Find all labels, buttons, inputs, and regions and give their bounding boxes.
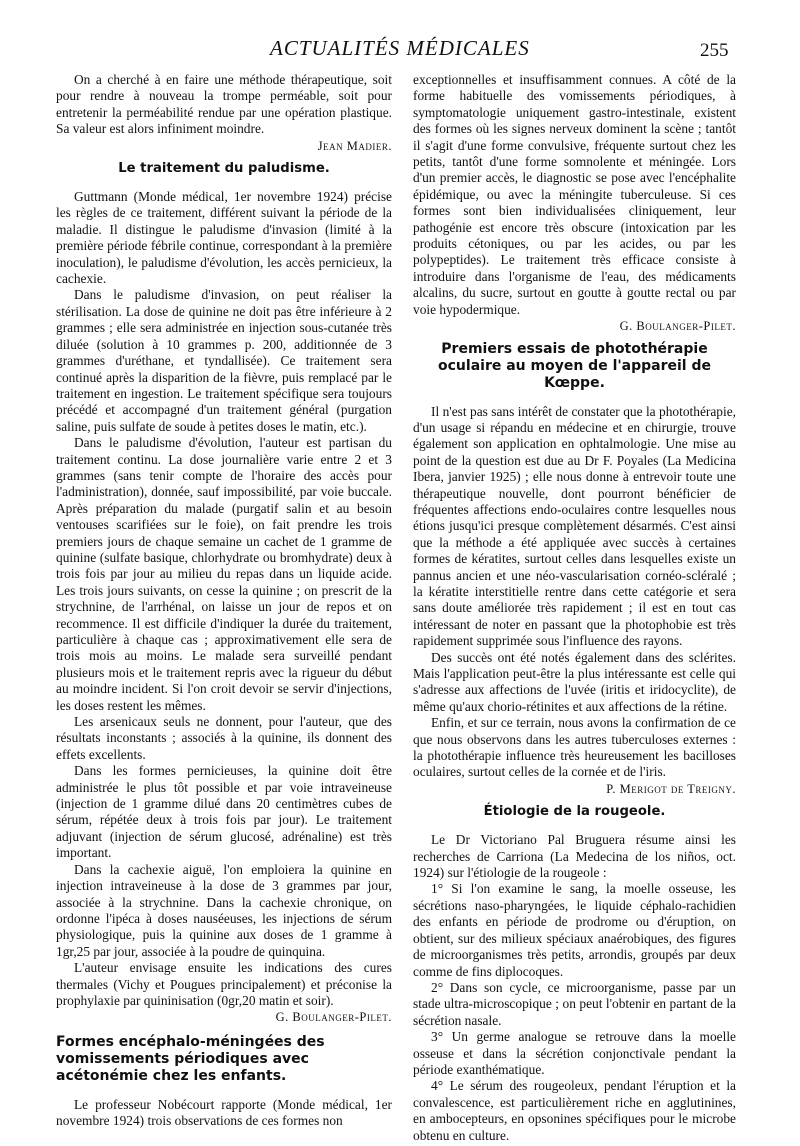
article-heading: Formes encéphalo-méningées des vomissements périodiques avec acétonémie chez les enfants. (56, 1033, 325, 1084)
list-item: 2° Dans son cycle, ce microorganisme, passe par un stade ultra-microscopique ; on peut l'obtenir en partant de la sécrétion nasale. (413, 979, 736, 1028)
paragraph: Dans la cachexie aiguë, l'on emploiera la quinine en injection intraveineuse à la dose de 3 grammes par jour, associée à la strychnine. Dans la cachexie chronique, on ordonne l'ipéca à doses nauséeuses, les injections de sérum physiologique, puis la quinine aux doses de 1 gramme à 1gr,25 par jour, associée à la poudre de quinquina. (56, 861, 392, 959)
paragraph: L'auteur envisage ensuite les indications des cures thermales (Vichy et Pougues principalement) et préconise la prophylaxie par quininisation (0gr,20 matin et soir). (56, 960, 392, 1008)
author-signature: P. Merigot de Treigny. (606, 781, 736, 796)
paragraph: Le professeur Nobécourt rapporte (Monde médical, 1er novembre 1924) trois observations de ces formes non (56, 1096, 392, 1129)
paragraph: Enfin, et sur ce terrain, nous avons la confirmation de ce que nous observons dans les autres tuberculoses externes : la photothérapie influence très heureusement les bacilloses oculaires, surtout celles de la cornée et de l'iris. (413, 715, 736, 780)
article-heading: Le traitement du paludisme. (118, 161, 330, 177)
paragraph: Il n'est pas sans intérêt de constater que la photothérapie, d'un usage si répandu en médecine et en chirurgie, trouve également son application en ophtalmologie. Une mise au point de la question est due au Dr F. Poyales (La Medicina Ibera, janvier 1925) ; elle nous donne à entrevoir toute une thérapeutique nouvelle, dont pourront bénéficier de fréquentes affections endo-oculaires contre lesquelles nous étions jusqu'ici presque complètement désarmés. C'est ainsi que la méthode a été appliquée avec succès à certaines formes de kératites, surtout celles dans lesquelles existe un pannus ancien et une néo-vascularisation cornéo-scléralé ; la kératite interstitielle rentre dans cette catégorie et sera sans doute améliorée très rapidement ; il est en tout cas intéressant de noter en passant que la photophobie est très rapidement supprimée sous l'influence des rayons. (413, 403, 736, 649)
paragraph: Le Dr Victoriano Pal Bruguera résume ainsi les recherches de Carriona (La Medecina de los niños, oct. 1924) sur l'étiologie de la rougeole : (413, 832, 736, 881)
article-heading: Étiologie de la rougeole. (483, 804, 666, 820)
paragraph: On a cherché à en faire une méthode thérapeutique, soit pour rendre à nouveau la trompe perméable, soit pour entretenir la perméabilité rendue par une opération plastique. Sa valeur est alors infiniment moindre. (56, 72, 392, 137)
list-item: 1° Si l'on examine le sang, la moelle osseuse, les sécrétions naso-pharyngées, le liquide céphalo-rachidien des enfants en période de prodrome ou d'éruption, on obtient, sur des milieux spéciaux anaérobiques, des figures de microorganismes très petits, arrondis, groupés par deux comme de fins diplocoques. (413, 881, 736, 979)
left-column (56, 72, 392, 1130)
paragraph: Dans le paludisme d'invasion, on peut réaliser la stérilisation. La dose de quinine ne doit pas être inférieure à 2 grammes ; elle sera administrée en injection sous-cutanée très diluée (solution à 10 grammes p. 200, additionnée de 3 grammes d'uréthane, et tyndallisée). Ce traitement sera continué après la disparition de la fièvre, puis remplacé par le traitement en ingestion. Le traitement spécifique sera toujours précédé et accompagné d'un traitement général (purgation saline, puis sulfate de soude à petites doses le matin, etc.). (56, 287, 392, 434)
author-signature: G. Boulanger-Pilet. (275, 1010, 392, 1025)
paragraph: Les arsenicaux seuls ne donnent, pour l'auteur, que des résultats inconstants ; associés à la quinine, ils donnent des effets excellents. (56, 714, 392, 762)
paragraph: exceptionnelles et insuffisamment connues. A côté de la forme habituelle des vomissements périodiques, à symptomatologie uniquement gastro-intestinale, existent des formes où les signes nerveux dominent la scène ; tantôt il s'agit d'une forme convulsive, fréquente surtout chez les petits, tantôt d'une forme somnolente et méningée. Lors d'un premier accès, le diagnostic se pose avec l'encéphalite épidémique, ou avec la méningite tuberculeuse. Si ces formes sont bien individualisées cliniquement, leur pathogénie est encore très obscure (intoxication par les produits cétoniques, ou par les acides, ou par les polypeptides). Le traitement très efficace consiste à introduire dans l'organisme de l'eau, des médicaments alcalins, du sucre, surtout en goutte à goutte rectal ou par voie hypodermique. (413, 72, 736, 317)
page-header (0, 36, 800, 66)
paragraph: Dans les formes pernicieuses, la quinine doit être administrée le plus tôt possible et par voie intraveineuse (injection de 1 gramme dilué dans 20 centimètres cubes de sérum, répétée deux à trois fois par jour). Le traitement adjuvant (injection de sérum glucosé, adrénaline) est très important. (56, 763, 392, 861)
paragraph: Guttmann (Monde médical, 1er novembre 1924) précise les règles de ce traitement, différent suivant la période de la maladie. Il distingue le paludisme d'invasion (limité à la première période fébrile continue, correspondant à la première inoculation), le paludisme d'évolution, les accès pernicieux, la cachexie. (56, 189, 392, 287)
list-item: 3° Un germe analogue se retrouve dans la moelle osseuse et dans la sécrétion conjonctivale pendant la période exanthématique. (413, 1029, 736, 1077)
right-column (413, 72, 736, 1144)
paragraph: Des succès ont été notés également dans des sclérites. Mais l'application peut-être la plus intéressante est celle qui s'adresse aux affections de l'uvée (iritis et iridocyclite), de même qu'aux chorio-rétinites et aux affections de la rétine. (413, 649, 736, 714)
author-signature: Jean Madier. (317, 138, 392, 153)
article-heading: Premiers essais de photothérapie oculaire au moyen de l'appareil de Kœppe. (438, 340, 711, 391)
running-title: ACTUALITÉS MÉDICALES (270, 36, 530, 60)
author-signature: G. Boulanger-Pilet. (619, 319, 736, 334)
paragraph: Dans le paludisme d'évolution, l'auteur est partisan du traitement continu. La dose journalière varie entre 2 et 3 grammes (sans tenir compte de l'horaire des accès pour l'administration), donnée, sauf impossibilité, par voie buccale. Après préparation du malade (purgatif salin et au besoin ventouses scarifiées sur le foie), on fait prendre les trois premiers jours de chaque semaine un cachet de 1 gramme de quinine (sulfate basique, chlorhydrate ou bromhydrate) deux à trois fois par jour au milieu du repas dans un liquide acide. Les trois jours suivants, on cesse la quinine ; on prescrit de la strychnine, de l'arrhénal, on laisse un jour de repos et on recommence. Il est difficile d'indiquer la durée du traitement, particulière à chaque cas ; approximativement elle sera de trois mois au moins. Le malade sera surveillé pendant plusieurs mois et le traitement repris avec la rigueur du début au moindre incident. Si l'on croit devoir se servir d'injections, les doses restent les mêmes. (56, 435, 392, 713)
list-item: 4° Le sérum des rougeoleux, pendant l'éruption et la convalescence, est particulièrement riche en agglutinines, en ambocepteurs, en opsonines spécifiques pour le microbe obtenu en culture. (413, 1078, 736, 1143)
page-number: 255 (700, 40, 729, 61)
